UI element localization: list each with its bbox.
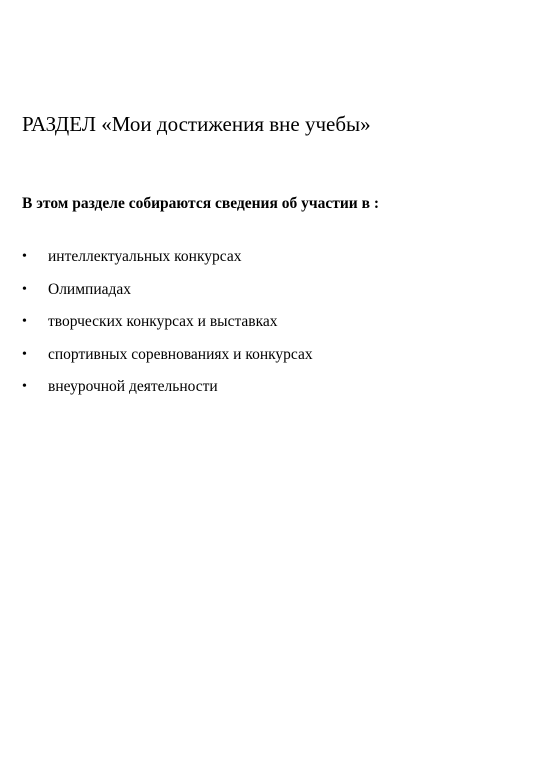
bullet-icon: • <box>22 379 27 394</box>
bullet-icon: • <box>22 249 27 264</box>
list-item-text: спортивных соревнованиях и конкурсах <box>48 345 313 363</box>
list-item-text: интеллектуальных конкурсах <box>48 248 242 265</box>
bullet-icon: • <box>22 314 27 329</box>
list-item-text: внеурочной деятельности <box>48 378 218 395</box>
list-item-text: творческих конкурсах и выставках <box>48 313 278 330</box>
section-intro: В этом разделе собираются сведения об участии в : <box>22 195 379 212</box>
bullet-icon: • <box>22 281 27 297</box>
bullet-icon: • <box>22 346 27 362</box>
section-title: РАЗДЕЛ «Мои достижения вне учебы» <box>22 112 371 136</box>
list-item-text: Олимпиадах <box>48 280 132 298</box>
